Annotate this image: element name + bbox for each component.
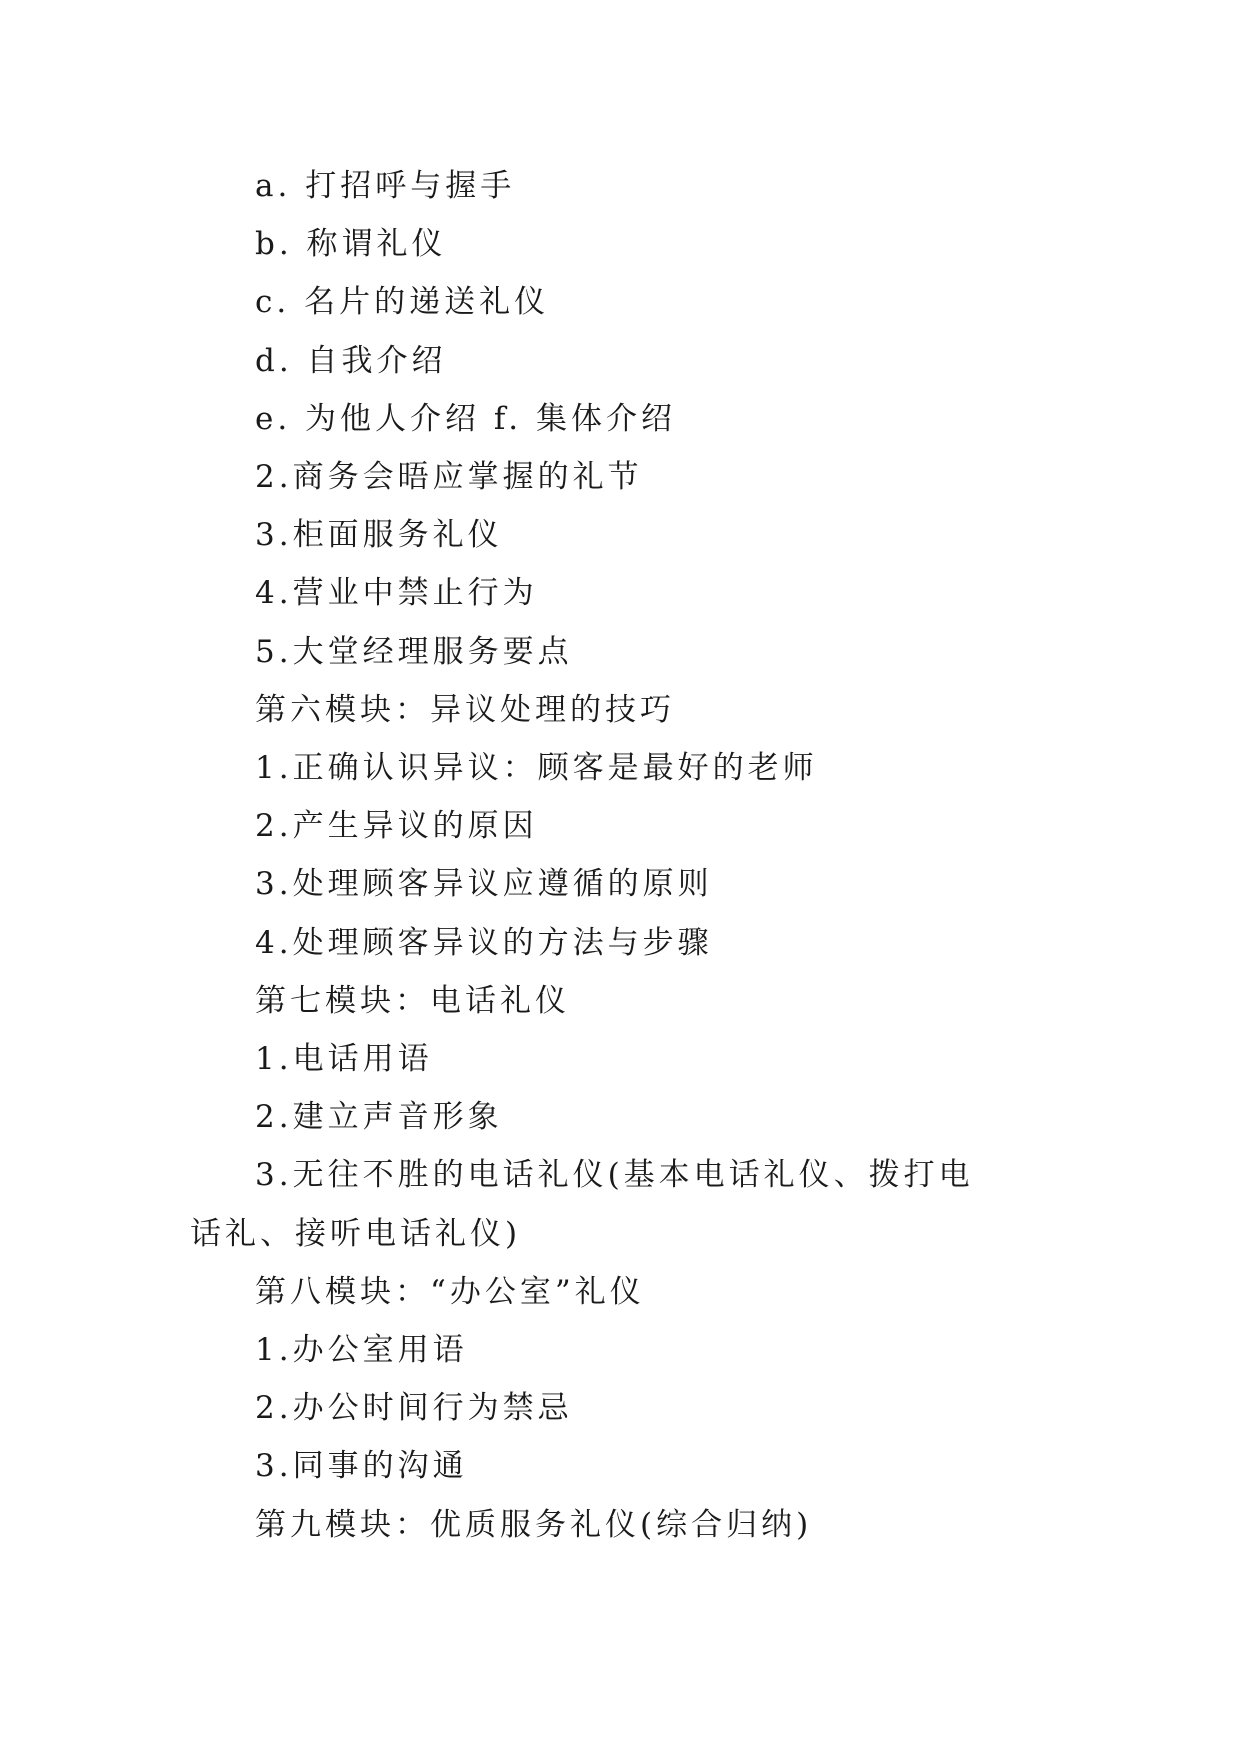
list-item-self-introduction: d. 自我介绍 (255, 342, 447, 379)
module-heading-7: 第七模块：电话礼仪 (255, 982, 570, 1019)
list-item-business-card: c. 名片的递送礼仪 (255, 284, 550, 321)
list-item-office-taboos: 2.办公时间行为禁忌 (255, 1390, 573, 1427)
list-item-voice-image: 2.建立声音形象 (255, 1099, 503, 1136)
list-item-objection-methods: 4.处理顾客异议的方法与步骤 (255, 924, 713, 961)
list-item-meeting-etiquette: 2.商务会晤应掌握的礼节 (255, 459, 643, 496)
list-item-phone-etiquette: 3.无往不胜的电话礼仪(基本电话礼仪、拨打电话礼、接听电话礼仪) (190, 1157, 974, 1252)
document-body (190, 157, 1070, 1554)
module-heading-9: 第九模块：优质服务礼仪(综合归纳) (255, 1506, 813, 1543)
list-item-address-etiquette: b. 称谓礼仪 (255, 226, 447, 263)
module-heading-8: 第八模块：“办公室”礼仪 (255, 1273, 645, 1310)
list-item-understand-objections: 1.正确认识异议：顾客是最好的老师 (255, 750, 818, 787)
module-heading-6: 第六模块：异议处理的技巧 (255, 691, 675, 728)
list-item-introducing-others: e. 为他人介绍 f. 集体介绍 (255, 400, 676, 437)
list-item-colleague-communication: 3.同事的沟通 (255, 1448, 468, 1485)
list-item-prohibited-behavior: 4.营业中禁止行为 (255, 575, 538, 612)
list-item-phone-language: 1.电话用语 (255, 1041, 433, 1078)
list-item-office-language: 1.办公室用语 (255, 1332, 468, 1369)
list-item-objection-causes: 2.产生异议的原因 (255, 808, 538, 845)
list-item-lobby-manager: 5.大堂经理服务要点 (255, 633, 573, 670)
list-item-greeting-handshake: a. 打招呼与握手 (255, 168, 516, 204)
list-item-counter-service: 3.柜面服务礼仪 (255, 517, 503, 554)
list-item-objection-principles: 3.处理顾客异议应遵循的原则 (255, 866, 713, 903)
